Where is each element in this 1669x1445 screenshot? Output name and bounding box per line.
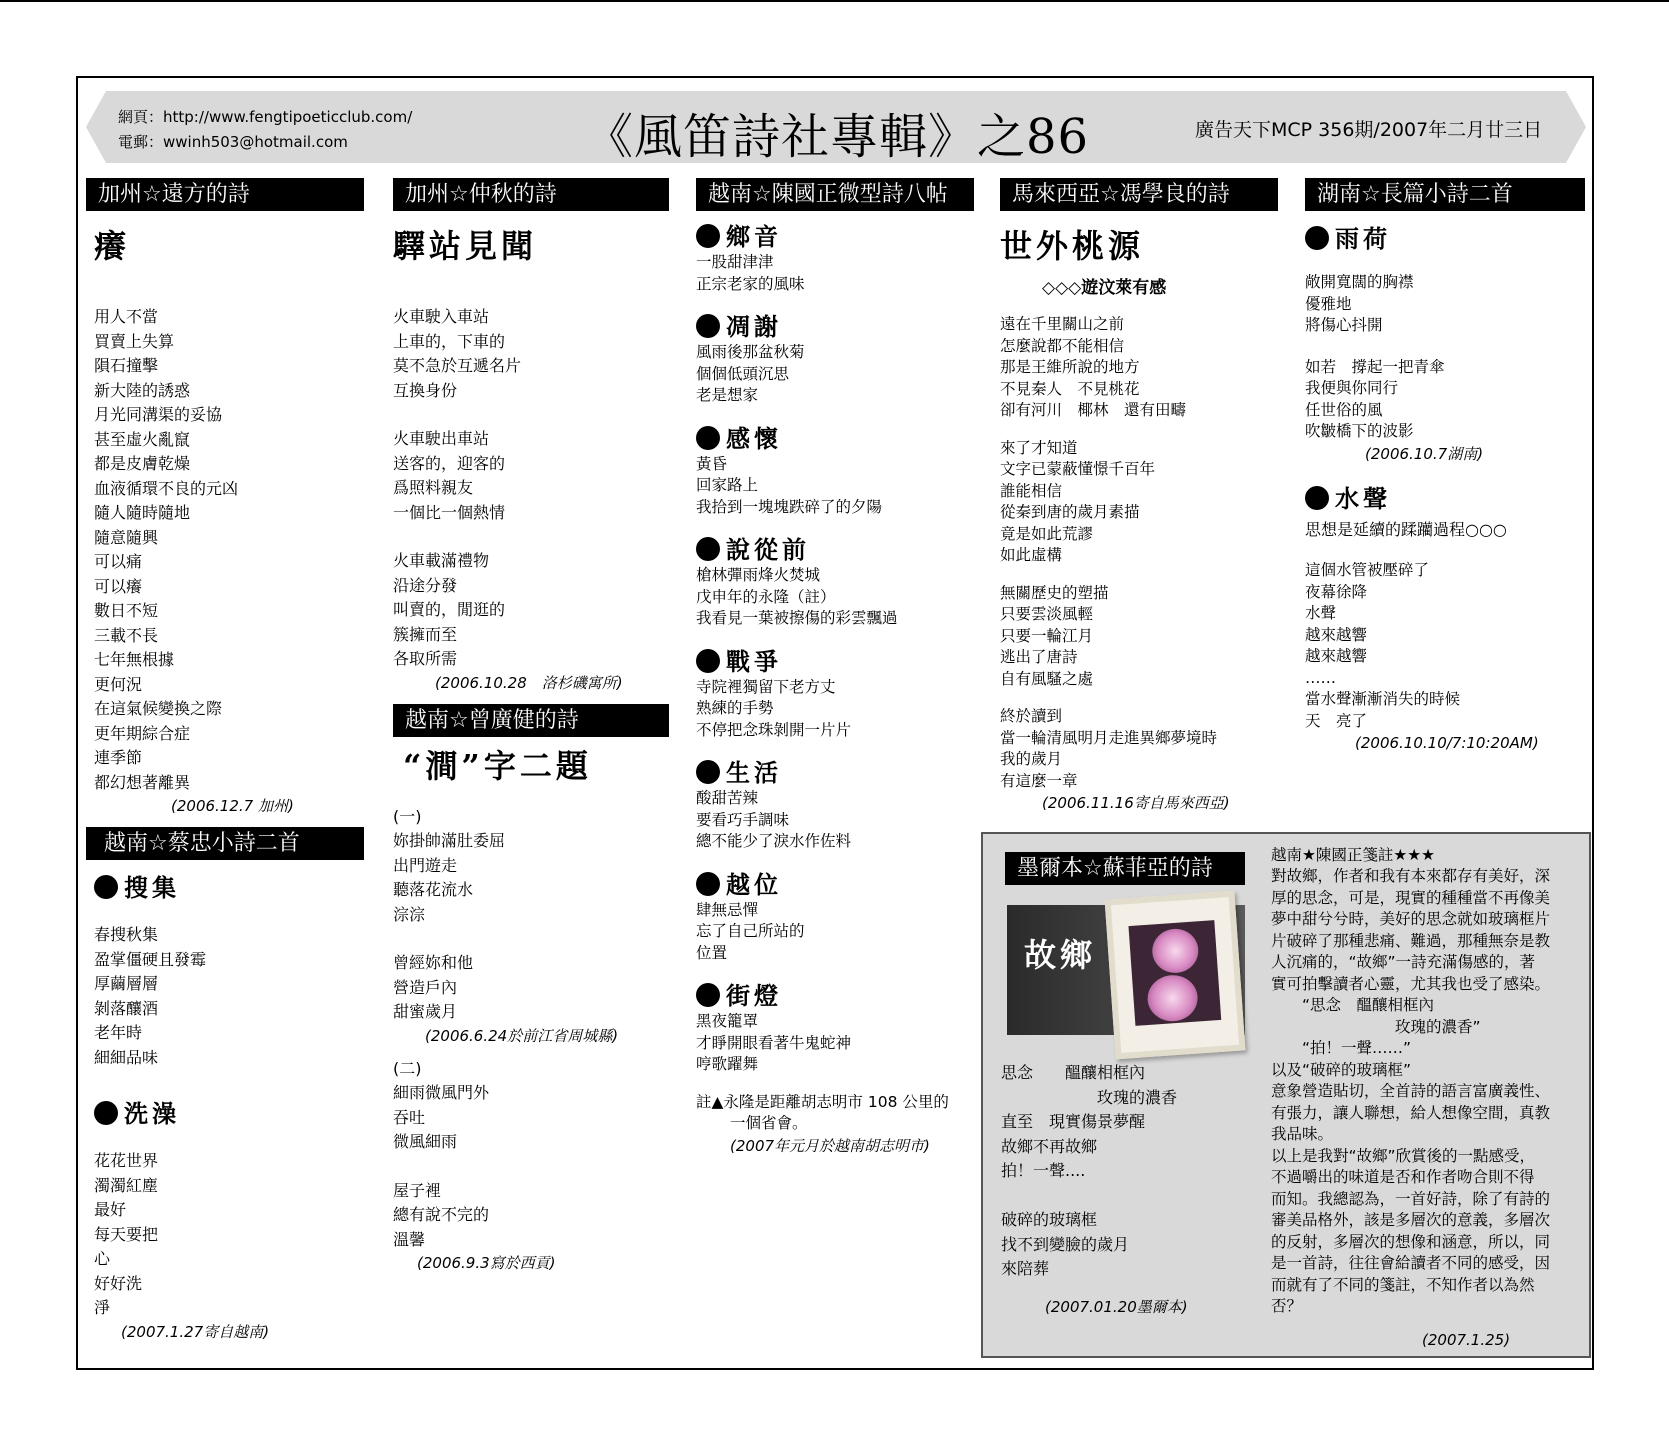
poem-line: 我看見一葉被擦傷的彩雲飄過 [696,609,898,627]
poem-line: 遠在千里關山之前 [1000,315,1125,333]
poem-line: 而知。我總認為，一首好詩，除了有詩的 [1271,1189,1551,1208]
poem-note-2: (2006.10.10/7:10:20AM) [1355,734,1539,752]
poem-line: 對故鄉，作者和我有本來都存有美好，深 [1271,867,1551,885]
micro-poem [696,419,974,519]
poem-line: 可以癢 [94,576,143,596]
poem-line: 甜蜜歲月 [393,1002,458,1021]
rose-photo [1128,920,1221,1026]
poem-line: “思念 醞釀相框內 [1271,996,1435,1014]
poem-line: “拍！一聲……” [1271,1039,1412,1057]
micro-poem-title: 戰爭 [696,642,974,677]
poem-line: 越來越響 [1305,647,1368,665]
poem-line: 這個水管被壓碎了 [1305,561,1430,579]
rose-image [1151,927,1200,974]
poem-line: 用人不當 [94,307,159,326]
top-rule [0,0,1669,2]
poem-line: 戊申年的永隆（註） [696,587,836,606]
micro-poem-title: 說從前 [696,530,974,565]
poem-line: 都幻想著離異 [94,772,191,792]
poem-note: (2007年元月於越南胡志明市) [730,1136,930,1155]
poem-line: 回家路上 [696,476,759,494]
column-1 [86,178,364,1343]
section-header: 加州☆遠方的詩 [86,178,364,211]
poem-line: 思念 醞釀相框內 [1001,1063,1146,1082]
poem-line: 我拾到一塊塊跌碎了的夕陽 [696,497,883,516]
poem-stanza-1 [393,305,669,403]
poem-line: 要看巧手調味 [696,810,790,829]
poem-line: 找不到變臉的歲月 [1001,1234,1130,1254]
poem-line: 叫賣的，閒逛的 [393,600,506,619]
poem-title: 癢 [94,227,131,265]
bullet-icon [696,224,720,248]
poem-line: 一個比一個熱情 [393,502,506,522]
poem-body-2 [1305,560,1585,732]
bullet-icon [1305,486,1329,510]
poem-line: 怎麼說都不能相信 [1000,336,1125,355]
rose-frame-image [1105,891,1246,1060]
micro-poem [696,642,974,742]
poem-body-3 [86,1149,364,1321]
poem-title-3: 洗澡 [86,1094,364,1129]
poem-line: 風雨後那盆秋菊 [696,343,805,361]
poem-line: 更年期綜合症 [94,723,191,743]
poem-line: 甚至虛火亂竄 [94,429,191,449]
poem-title: 雨荷 [1305,219,1585,254]
section-header: 湖南☆長篇小詩二首 [1305,178,1585,211]
footnote-1: 註▲永隆是距離胡志明市 108 公里的 [696,1092,949,1111]
poem-line: 位置 [696,943,728,962]
section-header: 加州☆仲秋的詩 [393,178,669,211]
poem-line: 聽落花流水 [393,880,474,899]
poem-stanza-1 [1000,314,1278,422]
poem-line: 不過嚼出的味道是否和作者吻合則不得 [1271,1168,1535,1186]
poem-title-2: “澗”字二題 [403,746,592,785]
poem-line: 當水聲漸漸消失的時候 [1305,690,1461,708]
poem-title: 世外桃源 [1000,227,1145,265]
poem-line: 玫瑰的濃香 [1001,1087,1178,1107]
poem-line: 吹皺橋下的波影 [1305,422,1414,440]
poem-note-3: (2006.9.3寫於西貢) [417,1254,556,1272]
micro-poem [696,976,974,1076]
poem-line: 三載不長 [94,625,159,645]
poem-line: 優雅地 [1305,294,1352,313]
poem-part-1a [393,829,669,927]
poem-line: 老是想家 [696,386,759,404]
poem-line: 新大陸的誘惑 [94,380,191,400]
poem-line [1001,1184,1241,1209]
poem-line: 月光同溝渠的妥協 [94,405,223,424]
poem-line: 心 [94,1249,111,1268]
poem-note: (2006.12.7 加州) [171,797,294,815]
bullet-icon [1305,226,1329,250]
poem-title-2: 水聲 [1305,479,1585,514]
poem-line: 微風細雨 [393,1132,458,1151]
poem-line: 細細品味 [94,1047,159,1067]
poem-line: 直至 現實傷景夢醒 [1001,1112,1146,1131]
poem-line: 終於讀到 [1000,707,1063,725]
poem-intro: 思想是延續的蹂躪過程○○○ [1305,519,1507,539]
poem-line: 沿途分發 [393,575,458,595]
poem-line: 將傷心抖開 [1305,316,1383,334]
comment-title: 越南★陳國正箋註★★★ [1271,846,1436,864]
poem-line: 逃出了唐詩 [1000,648,1078,666]
poem-line: 個個低頭沉思 [696,364,790,383]
column-2 [393,178,669,1274]
poem-stanza-2 [1000,438,1278,567]
micro-poem-title: 凋謝 [696,307,974,342]
micro-poem [696,865,974,965]
poem-note: (2006.10.7湖南) [1365,444,1484,463]
poem-body-2 [86,923,364,1070]
poem-note-2: (2006.6.24於前江省周城縣) [425,1026,619,1045]
poem-line: 竟是如此荒謬 [1000,524,1094,543]
poem-line: 吞吐 [393,1107,426,1127]
poem-line: 來了才知道 [1000,438,1078,457]
poem-line: 從秦到唐的歲月素描 [1000,503,1140,521]
micro-poem-title: 越位 [696,865,974,900]
poem-line: 以及“破碎的玻璃框” [1271,1060,1412,1079]
poem-line: 在這氣候變換之際 [94,699,223,718]
poem-line: 黃昏 [696,454,728,473]
poem-line: 以上是我對“故鄉”欣賞後的一點感受， [1271,1146,1536,1165]
poem-line: 有這麼一章 [1000,771,1078,790]
poem-line: 火車載滿禮物 [393,551,490,570]
poem-stanza-2 [393,427,669,525]
poem-line: 連季節 [94,748,143,767]
section-header: 馬來西亞☆馮學良的詩 [1000,178,1278,211]
poem-line: 才睜開眼看著牛鬼蛇神 [696,1033,852,1052]
poem-line: 淙淙 [393,904,426,924]
poem-line: 的反射，多層次的想像和涵意，所以，同 [1271,1232,1551,1251]
poem-body [86,305,364,795]
poem-line: 任世俗的風 [1305,400,1383,419]
poem-line: 盈掌僵硬且發霉 [94,949,207,969]
section-header-2: 越南☆曾廣健的詩 [393,704,669,737]
poem-line: 爲照料親友 [393,478,474,497]
poem-line: 剝落釀酒 [94,998,159,1018]
poem-line: 我的歲月 [1000,750,1063,768]
poem-line: 槍林彈雨烽火焚城 [696,566,821,584]
rose-image [1146,974,1199,1023]
poem-line: 火車駛出車站 [393,429,490,448]
part-label-2: (二) [393,1058,422,1078]
poem-line: 互換身份 [393,380,458,400]
email-text: 電郵：wwinh503@hotmail.com [118,133,348,151]
poem-line: 我品味。 [1271,1125,1334,1143]
column-5 [1305,178,1585,754]
poem-line: 厚的思念，可是，現實的種種當不再像美 [1271,888,1551,907]
poem-line: 七年無根據 [94,650,175,669]
poem-line: 夜幕徐降 [1305,582,1368,601]
footnote-2: 一個省會。 [730,1114,808,1132]
bullet-icon [94,875,118,899]
poem-line: 出門遊走 [393,855,458,875]
poem-line: 各取所需 [393,649,458,668]
poem-line: 曾經妳和他 [393,953,474,972]
bullet-icon [696,426,720,450]
bullet-icon [696,872,720,896]
poem-line: 更何況 [94,674,143,694]
micro-poem-title: 生活 [696,753,974,788]
poem-stanza-4 [1000,706,1278,792]
poem-body-1b [1305,357,1585,443]
poem-line: 總不能少了淚水作佐料 [696,832,852,850]
poem-line: 審美品格外，該是多層次的意義，多層次 [1271,1211,1551,1229]
poem-line: 玫瑰的濃香” [1271,1017,1481,1036]
page-title: 《風笛詩社專輯》之86 [585,109,1090,165]
poem-title-2: 搜集 [86,868,364,903]
poem-line: 簇擁而至 [393,624,458,644]
poem-line: 肆無忌憚 [696,900,759,919]
poem-line: 血液循環不良的元凶 [94,478,239,498]
poem-line: 越來越響 [1305,625,1368,644]
micro-poem [696,307,974,407]
bullet-icon [696,537,720,561]
poem-line: 寺院裡獨留下老方丈 [696,677,836,696]
poem-line: …… [1305,668,1336,687]
part-label-1: (一) [393,806,422,826]
column-4 [1000,178,1278,814]
poem-line: 火車駛入車站 [393,307,490,326]
poem-note-2: (2007.1.27寄自越南) [121,1322,270,1341]
poem-line: 夢中甜兮兮時，美好的思念就如玻璃框片 [1271,910,1551,928]
micro-poem [696,217,974,295]
poem-line: 營造戶內 [393,977,458,997]
poem-line: 無關歷史的塑描 [1000,583,1109,602]
box-poem [1001,1061,1241,1282]
poem-line: 細雨微風門外 [393,1083,490,1102]
poem-line: 送客的，迎客的 [393,453,506,473]
poem-line: 正宗老家的風味 [696,274,805,293]
poem-line: 卻有河川 椰林 還有田疇 [1000,401,1187,419]
poem-line: 敞開寬闊的胸襟 [1305,273,1414,291]
poem-line: 有張力，讓人聯想，給人想像空間，真教 [1271,1103,1551,1122]
website-text: 網頁：http://www.fengtipoeticclub.com/ [118,108,413,126]
section-header-2: 越南☆蔡忠小詩二首 [86,827,364,860]
poem-line: 故鄉不再故鄉 [1001,1136,1098,1156]
poem-stanza-3 [393,549,669,672]
poem-line: 文字已蒙蔽懂憬千百年 [1000,460,1156,478]
micro-poem-title: 街燈 [696,976,974,1011]
micro-poem-title: 感懷 [696,419,974,454]
poem-body-1a [1305,272,1585,337]
poem-line: 只要雲淡風輕 [1000,605,1094,623]
poem-line: 隨人隨時隨地 [94,503,191,522]
micro-poem [696,530,974,630]
poem-line: 哼歌躍舞 [696,1055,759,1073]
poem-line: 實可拍擊讀者心靈，尤其我也受了感染。 [1271,974,1551,993]
poem-line: 酸甜苦辣 [696,789,759,807]
bullet-icon [696,649,720,673]
bullet-icon [94,1101,118,1125]
poem-line: 春搜秋集 [94,925,159,944]
poem-line: 誰能相信 [1000,481,1063,500]
box-poem-note: (2007.01.20墨爾本) [1045,1298,1188,1316]
poem-line: 自有風騷之處 [1000,669,1094,688]
poem-line: 熟練的手勢 [696,699,774,717]
poem-line: 最好 [94,1200,127,1219]
comment-note: (2007.1.25) [1422,1331,1511,1349]
poem-subtitle: ◇◇◇遊汶萊有感 [1042,278,1167,298]
poem-line: 買賣上失算 [94,331,175,351]
bullet-icon [696,760,720,784]
poem-line: 都是皮膚乾燥 [94,454,191,473]
section-header: 越南☆陳國正微型詩八帖 [696,178,974,211]
poem-line: 忘了自己所站的 [696,922,805,940]
poem-line: 數日不短 [94,601,159,620]
poem-line: 是一首詩，往往會給讀者不同的感受，因 [1271,1254,1551,1272]
poem-line: 天 亮了 [1305,711,1368,730]
poem-line: 來陪葬 [1001,1259,1050,1278]
poem-line: 意象營造貼切，全首詩的語言富廣義性、 [1271,1082,1551,1100]
poem-line: 總有說不完的 [393,1205,490,1224]
issue-info: 廣告天下MCP 356期/2007年二月廿三日 [1195,119,1543,141]
poem-line: 溫馨 [393,1229,426,1249]
poem-line: 黑夜籠罩 [696,1012,759,1030]
poem-line: 每天要把 [94,1224,159,1244]
poem-line: 人沉痛的，“故鄉”一詩充滿傷感的，著 [1271,953,1536,971]
micro-poems [696,217,974,1076]
poem-line: 當一輪清風明月走進異鄉夢境時 [1000,728,1218,747]
poem-part-2b [393,1179,669,1253]
poem-line: 隨意隨興 [94,527,159,547]
poem-line: 拍！一聲.... [1001,1161,1086,1180]
bullet-icon [696,983,720,1007]
poem-line: 破碎的玻璃框 [1001,1210,1098,1229]
poem-line: 那是王維所說的地方 [1000,358,1140,376]
poem-line: 妳掛帥滿肚委屈 [393,831,506,850]
comment-body [1271,866,1587,1318]
poem-note: (2006.11.16寄自馬來西亞) [1042,794,1230,812]
poem-line: 否？ [1271,1297,1303,1315]
section-header: 墨爾本☆蘇菲亞的詩 [1005,852,1245,885]
poem-line: 厚繭層層 [94,974,159,993]
poem-line: 不停把念珠剝開一片片 [696,720,852,739]
poem-line: 如此虛構 [1000,546,1063,564]
poem-line: 屋子裡 [393,1180,442,1200]
micro-poem [696,753,974,853]
micro-poem-title: 鄉音 [696,217,974,252]
poem-line: 而就有了不同的箋註，不知作者以為然 [1271,1275,1535,1294]
poem-line: 我便與你同行 [1305,379,1399,397]
poem-line: 水聲 [1305,604,1337,622]
poem-part-2a [393,1081,669,1155]
poem-line: 好好洗 [94,1273,143,1293]
poem-line: 可以痛 [94,552,143,571]
bullet-icon [696,314,720,338]
poem-title: 驛站見聞 [393,227,538,265]
poem-line: 隕石撞擊 [94,356,159,375]
photo-caption: 故鄉 [1024,936,1097,974]
poem-line: 花花世界 [94,1151,159,1170]
poem-part-1b [393,951,669,1025]
poem-line: 莫不急於互遞名片 [393,356,522,375]
poem-line: 只要一輪江月 [1000,626,1094,645]
poem-note: (2006.10.28 洛杉磯寓所) [435,673,623,692]
poem-line: 片破碎了那種悲痛、難過，那種無奈是教 [1271,931,1551,950]
poem-stanza-3 [1000,583,1278,691]
poem-line: 淨 [94,1298,111,1317]
column-3 [696,178,974,1157]
poem-line: 不見秦人 不見桃花 [1000,379,1140,398]
poem-line: 濁濁紅塵 [94,1175,159,1195]
poem-line: 一股甜津津 [696,253,774,271]
poem-line: 上車的，下車的 [393,331,506,351]
poem-line: 如若 撐起一把青傘 [1305,357,1445,376]
poem-line: 老年時 [94,1023,143,1042]
